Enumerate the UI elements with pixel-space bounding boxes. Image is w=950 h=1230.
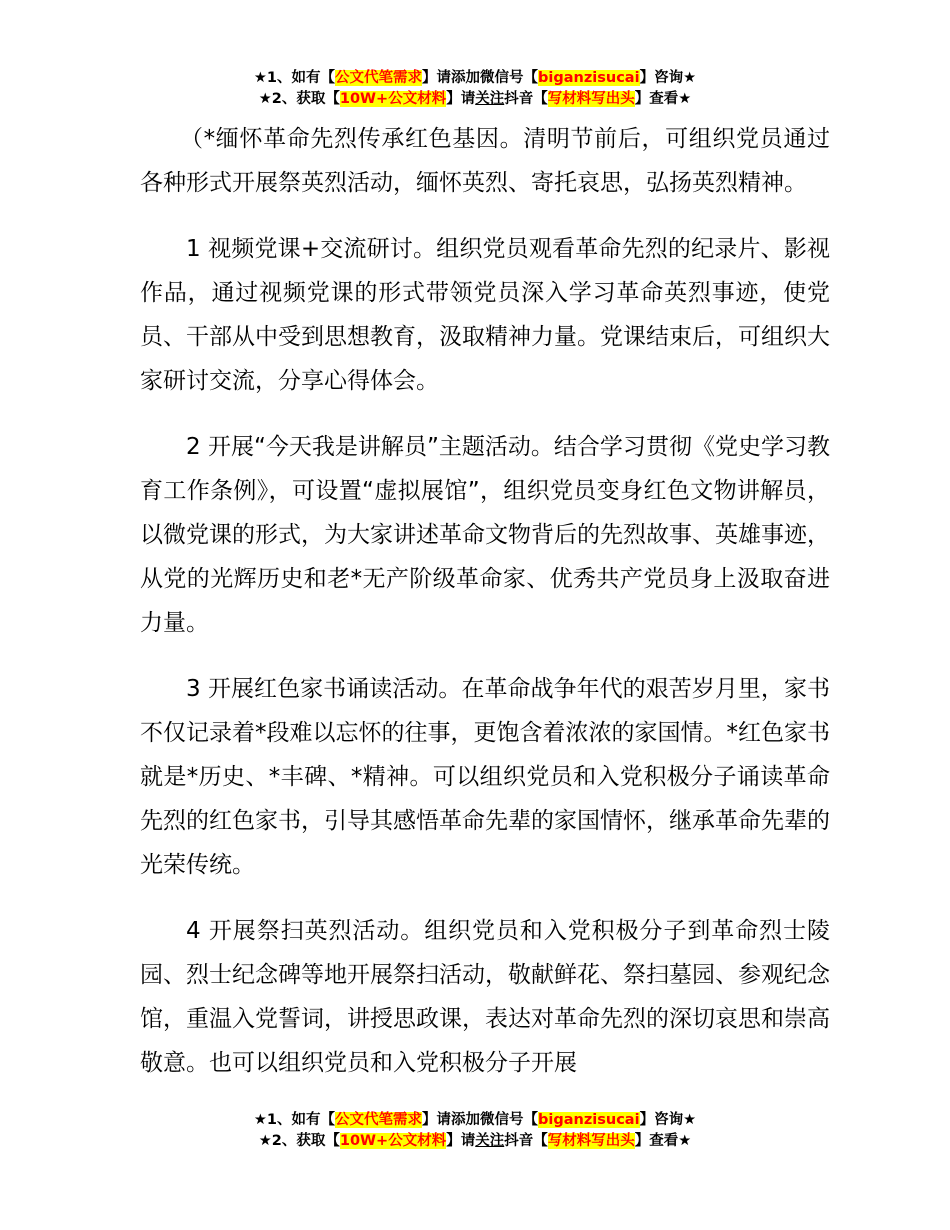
- banner-highlight: 写材料写出头: [547, 91, 635, 107]
- banner-highlight: 公文代笔需求: [335, 1112, 423, 1128]
- document-body: [140, 117, 830, 1107]
- banner-highlight: biganzisucai: [538, 1112, 640, 1128]
- banner-line-1: [0, 1110, 950, 1131]
- banner-highlight: 10W+公文材料: [339, 91, 447, 107]
- paragraph-item-3: 3 开展红色家书诵读活动。在革命战争年代的艰苦岁月里，家书不仅记录着*段难以忘怀的往事，更饱含着浓浓的家国情。*红色家书就是*历史、*丰碑、*精神。可以组织党员和入党积极分子诵读革命先烈的红色家书，引导其感悟革命先辈的家国情怀，继承革命先辈的光荣传统。: [140, 676, 830, 878]
- banner-text: ★1、如有【: [253, 1112, 336, 1128]
- paragraph-intro: （*缅怀革命先烈传承红色基因。清明节前后，可组织党员通过各种形式开展祭英烈活动，缅怀英烈、寄托哀思，弘扬英烈精神。: [140, 126, 830, 196]
- paragraph-item-1: 1 视频党课+交流研讨。组织党员观看革命先烈的纪录片、影视作品，通过视频党课的形式带领党员深入学习革命英烈事迹，使党员、干部从中受到思想教育，汲取精神力量。党课结束后，可组织大家研讨交流，分享心得体会。: [140, 236, 830, 394]
- banner-text: 】请添加微信号【: [422, 70, 539, 86]
- banner-text: 】请: [446, 1133, 476, 1149]
- banner-underlined-text: 关注: [475, 91, 505, 107]
- banner-text: 】咨询★: [639, 1112, 697, 1128]
- banner-highlight: 10W+公文材料: [339, 1133, 447, 1149]
- paragraph-item-2: 2 开展“今天我是讲解员”主题活动。结合学习贯彻《党史学习教育工作条例》，可设置“虚拟展馆”，组织党员变身红色文物讲解员，以微党课的形式，为大家讲述革命文物背后的先烈故事、英雄事迹，从党的光辉历史和老*无产阶级革命家、优秀共产党员身上汲取奋进力量。: [140, 434, 830, 636]
- banner-highlight: 写材料写出头: [547, 1133, 635, 1149]
- banner-line-2: [0, 1131, 950, 1152]
- banner-text: 】咨询★: [639, 70, 697, 86]
- banner-text: ★2、获取【: [258, 91, 340, 107]
- banner-line-2: [0, 89, 950, 110]
- banner-underlined-text: 关注: [475, 1133, 505, 1149]
- banner-text: 】请添加微信号【: [422, 1112, 539, 1128]
- banner-text: 】请: [446, 91, 476, 107]
- banner-text: 抖音【: [504, 1133, 548, 1149]
- banner-text: ★1、如有【: [253, 70, 336, 86]
- banner-text: 抖音【: [504, 91, 548, 107]
- paragraph-item-4: 4 开展祭扫英烈活动。组织党员和入党积极分子到革命烈士陵园、烈士纪念碑等地开展祭扫活动，敬献鲜花、祭扫墓园、参观纪念馆，重温入党誓词，讲授思政课，表达对革命先烈的深切哀思和崇高敬意。也可以组织党员和入党积极分子开展: [140, 918, 830, 1076]
- banner-highlight: 公文代笔需求: [335, 70, 423, 86]
- banner-line-1: [0, 68, 950, 89]
- banner-text: 】查看★: [634, 1133, 692, 1149]
- header-banner: [0, 68, 950, 110]
- banner-text: 】查看★: [634, 91, 692, 107]
- footer-banner: [0, 1110, 950, 1152]
- banner-highlight: biganzisucai: [538, 70, 640, 86]
- banner-text: ★2、获取【: [258, 1133, 340, 1149]
